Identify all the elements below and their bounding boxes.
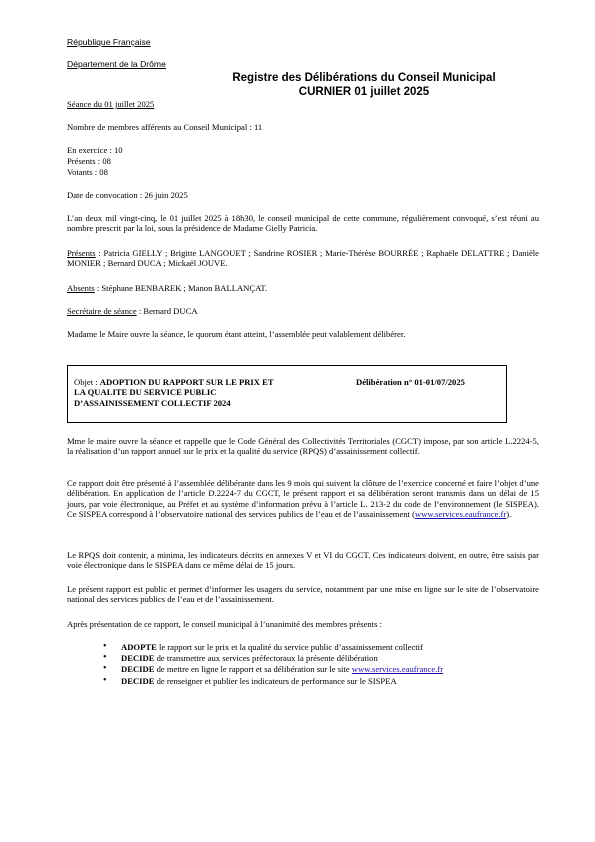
object-text bbox=[74, 377, 324, 408]
object-line-1: ADOPTION DU RAPPORT SUR LE PRIX ET bbox=[99, 377, 274, 387]
absents-list: : Stéphane BENBAREK ; Manon BALLANÇAT. bbox=[94, 283, 268, 293]
en-exercice: En exercice : 10 bbox=[67, 145, 123, 155]
object-line-3: D’ASSAINISSEMENT COLLECTIF 2024 bbox=[74, 397, 231, 408]
body-paragraph-3: Le RPQS doit contenir, a minima, les indicateurs décrits en annexes V et VI du CGCT. Ces indicateurs doivent, en outre, être saisis par voie électronique dans le SISPEA dans ce même délai de 15 jours. bbox=[67, 550, 539, 571]
intro-paragraph: L’an deux mil vingt-cinq, le 01 juillet 2025 à 18h30, le conseil municipal de cette commune, régulièrement convoqué, s’est réuni au nombre prescrit par la loi, sous la présidence de Madame Gielly Patricia. bbox=[67, 213, 539, 234]
secretary-paragraph bbox=[67, 306, 198, 316]
decision-text: de transmettre aux services préfectoraux la présente délibération bbox=[154, 653, 378, 664]
object-box bbox=[67, 365, 507, 423]
decision-verb: DECIDE bbox=[121, 653, 155, 664]
object-prefix: Objet : bbox=[74, 377, 100, 387]
deliberation-number: Délibération n° 01-01/07/2025 bbox=[356, 377, 465, 387]
secretary-name: : Bernard DUCA bbox=[136, 306, 198, 316]
decision-verb: ADOPTE bbox=[121, 642, 157, 652]
absents-paragraph bbox=[67, 283, 267, 293]
decisions-list bbox=[103, 642, 539, 687]
eaufrance-link[interactable]: www.services.eaufrance.fr bbox=[414, 509, 507, 520]
decision-item bbox=[103, 664, 539, 675]
session-date: Séance du 01 juillet 2025 bbox=[67, 99, 155, 109]
body-paragraph-2-text: Ce rapport doit être présenté à l’assemblée délibérante dans les 9 mois qui suivent la clôture de l’exercice concerné et faire l’objet d’une délibération. En application de l’article D.2224-7 du CGCT, le présent rapport et sa délibération seront transmis dans un délai de 15 jours, par voie électronique, au Préfet et au système d’information prévu à l’article L. 213-2 du code de l’environnement (le SISPEA). Ce SISPEA correspond à l’observatoire national des services publics de l’eau et de l’assainissement ( bbox=[67, 478, 539, 520]
decision-text: de renseigner et publier les indicateurs de performance sur le SISPEA bbox=[154, 675, 397, 686]
presents-list: : Patricia GIELLY ; Brigitte LANGOUET ; Sandrine ROSIER ; Marie-Thérèse BOURRÉE ; Raphaële DELATTRE ; Danièle MONIER ; Bernard DUCA ; Mickaël JOUVE. bbox=[67, 248, 539, 269]
presents-paragraph bbox=[67, 248, 539, 269]
absents-label: Absents bbox=[67, 283, 95, 293]
decision-item bbox=[103, 676, 539, 687]
quorum-paragraph: Madame le Maire ouvre la séance, le quorum étant atteint, l’assemblée peut valablement délibérer. bbox=[67, 329, 406, 339]
body-paragraph-2-end: ). bbox=[506, 509, 512, 520]
decision-item bbox=[103, 642, 539, 653]
presents-label: Présents bbox=[67, 248, 96, 258]
body-paragraph-2 bbox=[67, 478, 539, 520]
decision-verb: DECIDE bbox=[121, 664, 155, 675]
body-paragraph-1: Mme le maire ouvre la séance et rappelle que le Code Général des Collectivités Territoriales (CGCT) impose, par son article L.2224-5, la réalisation d’un rapport annuel sur le prix et la qualité du service (RPQS) d’assainissement collectif. bbox=[67, 436, 539, 457]
department-label: Département de la Drôme bbox=[67, 59, 166, 69]
presents-count: Présents : 08 bbox=[67, 156, 111, 166]
document-title bbox=[190, 71, 538, 99]
republic-label: République Française bbox=[67, 37, 151, 47]
secretary-label: Secrétaire de séance bbox=[67, 306, 137, 316]
decision-verb: DECIDE bbox=[121, 675, 155, 686]
title-line-2: CURNIER 01 juillet 2025 bbox=[298, 86, 430, 98]
members-count: Nombre de membres afférents au Conseil Municipal : 11 bbox=[67, 122, 263, 132]
body-paragraph-5: Après présentation de ce rapport, le conseil municipal à l’unanimité des membres présents : bbox=[67, 619, 383, 629]
title-line-1: Registre des Délibérations du Conseil Municipal bbox=[232, 72, 496, 84]
convocation-date: Date de convocation : 26 juin 2025 bbox=[67, 190, 188, 200]
decision-link[interactable]: www.services.eaufrance.fr bbox=[351, 664, 444, 675]
object-line-2: LA QUALITE DU SERVICE PUBLIC bbox=[74, 387, 217, 398]
decision-text: de mettre en ligne le rapport et sa délibération sur le site bbox=[154, 664, 352, 675]
body-paragraph-4: Le présent rapport est public et permet d’informer les usagers du service, notamment par une mise en ligne sur le site de l’observatoire national des services publics de l’eau et de l’assainissement. bbox=[67, 584, 539, 605]
decision-item bbox=[103, 653, 539, 664]
decision-text: le rapport sur le prix et la qualité du service public d’assainissement collectif bbox=[156, 642, 423, 652]
votants-count: Votants : 08 bbox=[67, 167, 108, 177]
